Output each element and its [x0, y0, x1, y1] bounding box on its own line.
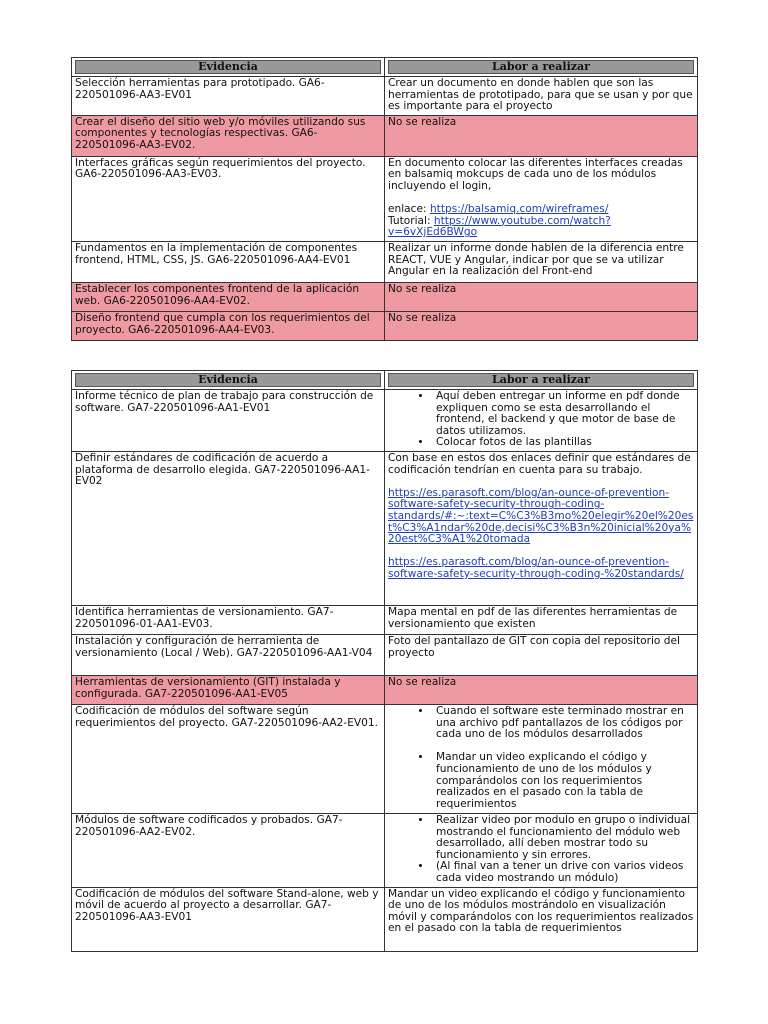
labor-cell: Mandar un video explicando el código y funcionamiento de uno de los módulos mostrándolo en visualización móvil y comparándolos con los requerimientos realizados en el pasado con la tabla de requerimientos: [385, 887, 698, 951]
column-header-evidencia: Evidencia: [75, 60, 381, 74]
table-header-row: [72, 58, 698, 77]
table-row-highlighted: [72, 115, 698, 156]
evidencia-cell: Interfaces gráficas según requerimientos del proyecto. GA6-220501096-AA3-EV03.: [72, 156, 385, 241]
evidencia-cell: Definir estándares de codificación de acuerdo a plataforma de desarrollo elegida. GA7-220501096-AA1-EV02: [72, 451, 385, 605]
bullet-list: [388, 706, 694, 810]
column-header-labor: Labor a realizar: [388, 373, 694, 387]
evidencia-cell: Crear el diseño del sitio web y/o móviles utilizando sus componentes y tecnologías respectivas. GA6-220501096-AA3-EV02.: [72, 115, 385, 156]
table-row: [72, 887, 698, 951]
bullet-item: • Cuando el software este terminado mostrar en una archivo pdf pantallazos de los códigos por cada uno de los módulos desarrollados: [432, 706, 694, 741]
bullet-item: • Mandar un video explicando el código y funcionamiento de uno de los módulos y comparándolos con los requerimientos realizados en el pasado con la tabla de requerimientos: [432, 752, 694, 810]
evidencia-cell: Diseño frontend que cumpla con los requerimientos del proyecto. GA6-220501096-AA4-EV03.: [72, 311, 385, 340]
labor-cell: [385, 390, 698, 452]
evidence-table-ga7: [71, 370, 698, 952]
table-row: [72, 77, 698, 116]
labor-cell: [385, 813, 698, 887]
header-cell-evidencia: [72, 58, 385, 77]
tutorial-label: Tutorial:: [388, 214, 434, 227]
table-row: [72, 241, 698, 282]
parasoft-link-2[interactable]: https://es.parasoft.com/blog/an-ounce-of-prevention-software-safety-security-through-coding-%20standards/: [388, 556, 684, 580]
labor-cell: No se realiza: [385, 115, 698, 156]
column-header-labor: Labor a realizar: [388, 60, 694, 74]
evidencia-cell: Fundamentos en la implementación de componentes frontend, HTML, CSS, JS. GA6-220501096-AA4-EV01: [72, 241, 385, 282]
table-row-highlighted: [72, 282, 698, 311]
evidence-table-ga6: [71, 57, 698, 341]
balsamiq-link[interactable]: https://balsamiq.com/wireframes/: [429, 203, 609, 216]
labor-cell: Mapa mental en pdf de las diferentes herramientas de versionamiento que existen: [385, 605, 698, 634]
table-row: [72, 634, 698, 675]
column-header-evidencia: Evidencia: [75, 373, 381, 387]
labor-cell: No se realiza: [385, 282, 698, 311]
header-cell-labor: [385, 371, 698, 390]
labor-cell: [385, 704, 698, 813]
table-row: [72, 605, 698, 634]
table-row-highlighted: [72, 311, 698, 340]
evidencia-cell: Codificación de módulos del software Stand-alone, web y móvil de acuerdo al proyecto a desarrollar. GA7-220501096-AA3-EV01: [72, 887, 385, 951]
labor-text: En documento colocar las diferentes interfaces creadas en balsamiq mokcups de cada uno de los módulos incluyendo el login,: [388, 156, 683, 192]
table-row: [72, 813, 698, 887]
table-row-highlighted: [72, 675, 698, 704]
labor-text: Con base en estos dos enlaces definir que estándares de codificación tendrían en cuenta para su trabajo.: [388, 451, 691, 476]
labor-cell: Foto del pantallazo de GIT con copia del repositorio del proyecto: [385, 634, 698, 675]
parasoft-link-1[interactable]: https://es.parasoft.com/blog/an-ounce-of-prevention-software-safety-security-through-coding-standards/#:~:text=C%C3%B3mo%20elegir%20el%20est%C3%A1ndar%20de,decisi%C3%B3n%20inicial%20ya%20est%C3%A1%20tomada: [388, 486, 694, 546]
header-cell-evidencia: [72, 371, 385, 390]
table-row: [72, 156, 698, 241]
labor-cell: Realizar un informe donde hablen de la diferencia entre REACT, VUE y Angular, indicar por que se va utilizar Angular en la realización del Front-end: [385, 241, 698, 282]
evidencia-cell: Identifica herramientas de versionamiento. GA7-220501096-01-AA1-EV03.: [72, 605, 385, 634]
bullet-item: • (Al final van a tener un drive con varios videos cada video mostrando un módulo): [432, 861, 694, 884]
evidencia-cell: Módulos de software codificados y probados. GA7-220501096-AA2-EV02.: [72, 813, 385, 887]
bullet-item: • Colocar fotos de las plantillas: [432, 437, 694, 449]
header-cell-labor: [385, 58, 698, 77]
labor-cell: [385, 156, 698, 241]
evidencia-cell: Selección herramientas para prototipado. GA6-220501096-AA3-EV01: [72, 77, 385, 116]
labor-cell: No se realiza: [385, 675, 698, 704]
labor-cell: Crear un documento en donde hablen que son las herramientas de prototipado, para que se usan y por que es importante para el proyecto: [385, 77, 698, 116]
enlace-label: enlace:: [388, 203, 430, 216]
evidencia-cell: Establecer los componentes frontend de la aplicación web. GA6-220501096-AA4-EV02.: [72, 282, 385, 311]
youtube-tutorial-link[interactable]: https://www.youtube.com/watch?v=6vXjEd6BWgo: [388, 214, 611, 239]
bullet-list: [388, 391, 694, 449]
tutorial-line: [388, 216, 694, 239]
evidencia-cell: Codificación de módulos del software según requerimientos del proyecto. GA7-220501096-AA2-EV01.: [72, 704, 385, 813]
labor-cell: [385, 451, 698, 605]
table-row: [72, 704, 698, 813]
labor-cell: No se realiza: [385, 311, 698, 340]
bullet-list: [388, 815, 694, 885]
bullet-item: • Realizar video por modulo en grupo o individual mostrando el funcionamiento del módulo web desarrollado, allí deben mostrar todo su funcionamiento y sin errores.: [432, 815, 694, 861]
evidencia-cell: Instalación y configuración de herramienta de versionamiento (Local / Web). GA7-220501096-AA1-V04: [72, 634, 385, 675]
table-row: [72, 451, 698, 605]
evidencia-cell: Informe técnico de plan de trabajo para construcción de software. GA7-220501096-AA1-EV01: [72, 390, 385, 452]
evidencia-cell: Herramientas de versionamiento (GIT) instalada y configurada. GA7-220501096-AA1-EV05: [72, 675, 385, 704]
bullet-item: • Aquí deben entregar un informe en pdf donde expliquen como se esta desarrollando el frontend, el backend y que motor de base de datos utilizamos.: [432, 391, 694, 437]
table-row: [72, 390, 698, 452]
table-header-row: [72, 371, 698, 390]
